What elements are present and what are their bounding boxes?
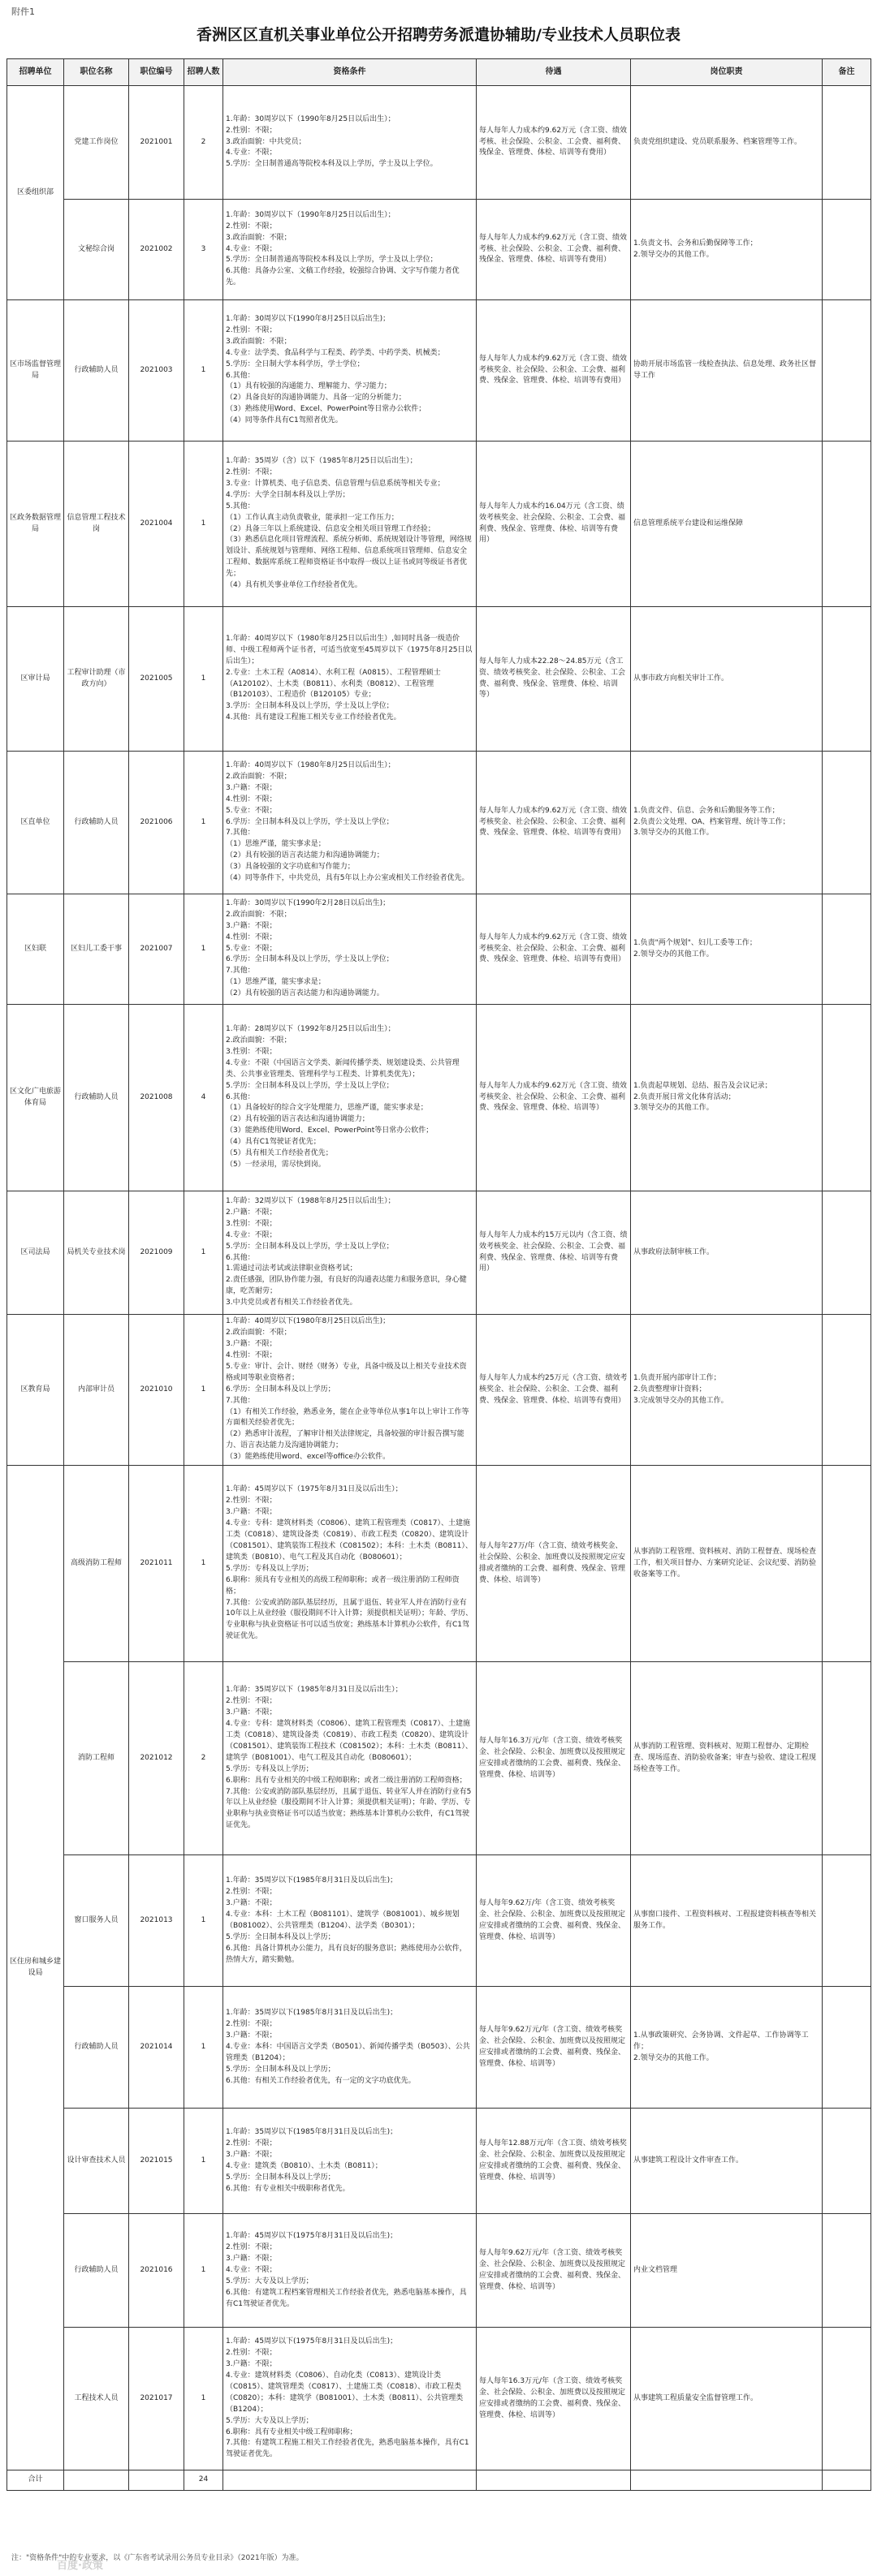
pay-cell: 每人每年人力成本约9.62万元（含工资、绩效考核、社会保险、公积金、工会费、福利费、残保金、管理费、体检、培训等有费用） (477, 86, 631, 200)
table-row (7, 200, 871, 300)
table-row (7, 1191, 871, 1315)
unit-cell: 区教育局 (7, 1315, 64, 1466)
duties-cell: 从事政府法制审核工作。 (631, 1191, 823, 1315)
total-count: 24 (184, 2470, 223, 2491)
requirements-cell: 1.年龄：35周岁以下（1985年8月31日及以后出生）； 2.性别：不限； 3.户籍：不限； 4.专业：专科：建筑材料类（C0806）、建筑工程管理类（C0817）、土建施工类（C0818）、建筑设备类（C0819）、市政工程类（C0820）、建筑设计（C081501）、建筑装饰工程技术（C081502）；本科：土木类（B0811）、建筑学（B081001）、电气工程及其自动化（B080601）； 5.学历：专科及以上学历； 6.职称：具有专业相关的中级工程师职称；或者二级注册消防工程师资格； 7.其他：公安或消防部队基层经历，且属于退伍、转业军人并在消防行业有5年以上从业经验（服役期间不计入计算；须提供相关证明）；年龄、学历、专业职称与执业资格证书可以适当放宽；熟练基本计算机办公软件，有C1驾驶证优先。 (223, 1662, 477, 1855)
positions-table (6, 58, 871, 2491)
code-cell: 2021009 (129, 1191, 184, 1315)
unit-cell: 区审计局 (7, 607, 64, 752)
unit-cell: 区委组织部 (7, 86, 64, 300)
count-cell: 1 (184, 1315, 223, 1466)
requirements-cell: 1.年龄：35周岁以下(1985年8月31日及以后出生)； 2.性别：不限； 3.户籍：不限； 4.专业：建筑类（B0810）、土木类（B0811）； 5.学历：全日制本科及以上学历； 6.其他：有专业相关中级职称者优先。 (223, 2109, 477, 2214)
remarks-cell (823, 2214, 871, 2328)
position-cell: 行政辅助人员 (64, 752, 129, 894)
pay-cell: 每人每年16.3万元/年（含工资、绩效考核奖金、社会保险、公积金、加班费以及按照规定应安排或者缴纳的工会费、福利费、残保金、管理费、体检、培训等） (477, 2328, 631, 2470)
position-cell: 信息管理工程技术岗 (64, 442, 129, 607)
header-duties: 岗位职责 (631, 59, 823, 86)
table-row (7, 2214, 871, 2328)
code-cell: 2021014 (129, 1987, 184, 2109)
duties-cell: 1.负责文书、会务和后勤保障等工作； 2.领导交办的其他工作。 (631, 200, 823, 300)
position-cell: 窗口服务人员 (64, 1855, 129, 1987)
remarks-cell (823, 300, 871, 442)
table-row (7, 1662, 871, 1855)
count-cell: 3 (184, 200, 223, 300)
empty-cell (631, 2470, 823, 2491)
code-cell: 2021001 (129, 86, 184, 200)
count-cell: 1 (184, 1855, 223, 1987)
pay-cell: 每人每年人力成本约9.62万元（含工资、绩效考核奖金、社会保险、公积金、工会费、福利费、残保金、管理费、体检、培训等有费用） (477, 752, 631, 894)
duties-cell: 1.负责"两个规划"、妇儿工委等工作； 2.领导交办的其他工作。 (631, 894, 823, 1005)
table-row (7, 1987, 871, 2109)
pay-cell: 每人每年12.88万元/年（含工资、绩效考核奖金、社会保险、公积金、加班费以及按照规定应安排或者缴纳的工会费、福利费、残保金、管理费、体检、培训等） (477, 2109, 631, 2214)
code-cell: 2021015 (129, 2109, 184, 2214)
table-row (7, 1315, 871, 1466)
code-cell: 2021017 (129, 2328, 184, 2470)
unit-cell: 区妇联 (7, 894, 64, 1005)
duties-cell: 从事建筑工程设计文件审查工作。 (631, 2109, 823, 2214)
code-cell: 2021006 (129, 752, 184, 894)
pay-cell: 每人每年人力成本约9.62万元（含工资、绩效考核、社会保险、公积金、工会费、福利费、残保金、管理费、体检、培训等有费用） (477, 200, 631, 300)
pay-cell: 每人每年人力成本22.28～24.85万元（含工资、绩效考核奖金、社会保险、公积金、工会费、福利费、残保金、管理费、体检、培训等） (477, 607, 631, 752)
header-requirements: 资格条件 (223, 59, 477, 86)
duties-cell: 从事消防工程管理、资料核对、短期工程督办、定期检查、现场巡查、消防验收备案；审查与验收、建设工程现场检查等工作。 (631, 1662, 823, 1855)
position-cell: 工程技术人员 (64, 2328, 129, 2470)
duties-cell: 从事建筑工程质量安全监督管理工作。 (631, 2328, 823, 2470)
duties-cell: 从事市政方向相关审计工作。 (631, 607, 823, 752)
position-cell: 工程审计助理（市政方向） (64, 607, 129, 752)
position-cell: 行政辅助人员 (64, 1005, 129, 1191)
table-row (7, 1466, 871, 1662)
code-cell: 2021005 (129, 607, 184, 752)
remarks-cell (823, 1855, 871, 1987)
duties-cell: 从事窗口接件、工程资料核对、工程报建资料核查等相关服务工作。 (631, 1855, 823, 1987)
empty-cell (64, 2470, 129, 2491)
code-cell: 2021003 (129, 300, 184, 442)
count-cell: 4 (184, 1005, 223, 1191)
requirements-cell: 1.年龄：35周岁以下(1985年8月31日及以后出生)； 2.性别：不限； 3.户籍：不限； 4.专业：本科：土木工程（B081101）、建筑学（B081001）、城乡规划（B081002）、公共管理类（B1204）、法学类（B0301）； 5.学历：全日制本科及以上学历； 6.其他：具备计算机办公能力，具有良好的服务意识；熟练使用办公软件，热情大方，踏实勤勉。 (223, 1855, 477, 1987)
pay-cell: 每人每年27万/年（含工资、绩效考核奖金、社会保险、公积金、加班费以及按照规定应安排或者缴纳的工会费、福利费、残保金、管理费、体检、培训等） (477, 1466, 631, 1662)
remarks-cell (823, 1315, 871, 1466)
table-row (7, 442, 871, 607)
pay-cell: 每人每年9.62万元/年（含工资、绩效考核奖金、社会保险、公积金、加班费以及按照规定应安排或者缴纳的工会费、福利费、残保金、管理费、体检、培训等） (477, 1987, 631, 2109)
position-cell: 消防工程师 (64, 1662, 129, 1855)
pay-cell: 每人每年16.3万元/年（含工资、绩效考核奖金、社会保险、公积金、加班费以及按照规定应安排或者缴纳的工会费、福利费、残保金、管理费、体检、培训等） (477, 1662, 631, 1855)
duties-cell: 1.从事政策研究、会务协调、文件起草、工作协调等工作； 2.领导交办的其他工作。 (631, 1987, 823, 2109)
empty-cell (823, 2470, 871, 2491)
remarks-cell (823, 1987, 871, 2109)
remarks-cell (823, 1662, 871, 1855)
duties-cell: 协助开展市场监管一线检查执法、信息处理、政务社区督导工作 (631, 300, 823, 442)
position-cell: 行政辅助人员 (64, 300, 129, 442)
position-cell: 局机关专业技术岗 (64, 1191, 129, 1315)
header-remarks: 备注 (823, 59, 871, 86)
count-cell: 1 (184, 1191, 223, 1315)
position-cell: 区妇儿工委干事 (64, 894, 129, 1005)
count-cell: 1 (184, 1466, 223, 1662)
table-row (7, 2328, 871, 2470)
count-cell: 1 (184, 2214, 223, 2328)
code-cell: 2021011 (129, 1466, 184, 1662)
header-unit: 招聘单位 (7, 59, 64, 86)
position-cell: 文秘综合岗 (64, 200, 129, 300)
remarks-cell (823, 1466, 871, 1662)
count-cell: 1 (184, 300, 223, 442)
code-cell: 2021002 (129, 200, 184, 300)
pay-cell: 每人每年人力成本约9.62万元（含工资、绩效考核奖金、社会保险、公积金、工会费、福利费、残保金、管理费、体检、培训等有费用） (477, 300, 631, 442)
unit-cell: 区政务数据管理局 (7, 442, 64, 607)
remarks-cell (823, 86, 871, 200)
table-row (7, 86, 871, 200)
unit-cell: 区司法局 (7, 1191, 64, 1315)
pay-cell: 每人每年人力成本约16.04万元（含工资、绩效考核奖金、社会保险、公积金、工会费、福利费、残保金、管理费、体检、培训等有费用） (477, 442, 631, 607)
count-cell: 1 (184, 607, 223, 752)
pay-cell: 每人每年人力成本约9.62万元（含工资、绩效考核奖金、社会保险、公积金、工会费、福利费、残保金、管理费、体检、培训等有费用） (477, 894, 631, 1005)
watermark: 百度·政策 (57, 2560, 103, 2572)
total-row (7, 2470, 871, 2491)
unit-cell: 区文化广电旅游体育局 (7, 1005, 64, 1191)
empty-cell (223, 2470, 477, 2491)
pay-cell: 每人每年9.62万元/年（含工资、绩效考核奖金、社会保险、公积金、加班费以及按照规定应安排或者缴纳的工会费、福利费、残保金、管理费、体检、培训等） (477, 2214, 631, 2328)
header-row (7, 59, 871, 86)
remarks-cell (823, 1191, 871, 1315)
count-cell: 1 (184, 894, 223, 1005)
remarks-cell (823, 442, 871, 607)
duties-cell: 1.负责起草规划、总结、报告及会议记录； 2.负责开展日常文化体育活动； 3.领导交办的其他工作。 (631, 1005, 823, 1191)
position-cell: 行政辅助人员 (64, 2214, 129, 2328)
count-cell: 1 (184, 2109, 223, 2214)
requirements-cell: 1.年龄：45周岁以下(1975年8月31日及以后出生)； 2.性别：不限； 3.户籍：不限； 4.专业：不限； 5.学历：大专及以上学历； 6.其他：有建筑工程档案管理相关工作经验者优先，熟悉电脑基本操作，具有C1驾驶证者优先。 (223, 2214, 477, 2328)
requirements-cell: 1.年龄：45周岁以下(1975年8月31日及以后出生)； 2.性别：不限； 3.户籍：不限； 4.专业：建筑材料类（C0806）、自动化类（C0813）、建筑设计类（C0815）、建筑管理类（C0817）、土建施工类（C0818）、市政工程类（C0820）；本科：建筑学（B081001）、土木类（B0811）、公共管理类（B1204）； 5.学历：大专及以上学历； 6.职称：具有专业相关中级工程师职称； 7.其他：有建筑工程施工相关工作经验者优先，熟悉电脑基本操作，具有C1驾驶证者优先。 (223, 2328, 477, 2470)
remarks-cell (823, 2328, 871, 2470)
requirements-cell: 1.年龄：35周岁以下(1985年8月31日及以后出生)； 2.性别：不限； 3.户籍：不限； 4.专业：本科：中国语言文学类（B0501）、新闻传播学类（B0503）、公共管理类（B1204）； 5.学历：全日制本科及以上学历； 6.其他：有相关工作经验者优先，有一定的文字功底优先。 (223, 1987, 477, 2109)
pay-cell: 每人每年9.62万/年（含工资、绩效考核奖金、社会保险、公积金、加班费以及按照规定应安排或者缴纳的工会费、福利费、残保金、管理费、体检、培训等） (477, 1855, 631, 1987)
footnote: 注："资格条件"中的专业要求，以《广东省考试录用公务员专业目录》（2021年版）为准。 (11, 2554, 304, 2562)
duties-cell: 1.负责文件、信息、会务和后勤服务等工作； 2.负责公文处理、OA、档案管理、统计等工作； 3.领导交办的其他工作。 (631, 752, 823, 894)
position-cell: 设计审查技术人员 (64, 2109, 129, 2214)
code-cell: 2021007 (129, 894, 184, 1005)
duties-cell: 信息管理系统平台建设和运维保障 (631, 442, 823, 607)
table-row (7, 2109, 871, 2214)
unit-cell: 区住房和城乡建设局 (7, 1466, 64, 2470)
count-cell: 1 (184, 2328, 223, 2470)
table-row (7, 752, 871, 894)
code-cell: 2021010 (129, 1315, 184, 1466)
header-code: 职位编号 (129, 59, 184, 86)
header-count: 招聘人数 (184, 59, 223, 86)
table-row (7, 1855, 871, 1987)
pay-cell: 每人每年人力成本约9.62万元（含工资、绩效考核奖金、社会保险、公积金、工会费、福利费、残保金、管理费、体检、培训等） (477, 1005, 631, 1191)
code-cell: 2021013 (129, 1855, 184, 1987)
requirements-cell: 1.年龄：45周岁以下（1975年8月31日及以后出生）； 2.性别：不限； 3.户籍：不限； 4.专业：专科：建筑材料类（C0806）、建筑工程管理类（C0817）、土建施工类（C0818）、建筑设备类（C0819）、市政工程类（C0820）、建筑设计（C081501）、建筑装饰工程技术（C081502）；本科：土木类（B0811）、建筑类（B0810）、电气工程及其自动化（B080601）； 5.学历：专科及以上学历； 6.职称：须具有专业相关的高级工程师职称；或者一级注册消防工程师资格； 7.其他：公安或消防部队基层经历，且属于退伍、转业军人并在消防行业有10年以上从业经验（服役期间不计入计算；须提供相关证明）；年龄、学历、专业职称与执业资格证书可以适当放宽；熟练基本计算机办公软件，有C1驾驶证优先。 (223, 1466, 477, 1662)
empty-cell (477, 2470, 631, 2491)
attachment-label: 附件1 (11, 6, 35, 17)
header-position: 职位名称 (64, 59, 129, 86)
table-row (7, 300, 871, 442)
requirements-cell: 1.年龄：35周岁（含）以下（1985年8月25日以后出生）； 2.性别：不限； 3.专业：计算机类、电子信息类、信息管理与信息系统等相关专业； 4.学历：大学全日制本科及以上学历； 5.其他： （1）工作认真主动负责敬业，能承担一定工作压力； （2）具备三年以上系统建设、信息安全相关项目管理工作经验； （3）熟悉信息化项目管理流程、系统分析师、系统规划设计等管理，网络规划设计、系统规划与管理师、网络工程师、信息系统项目管理师、信息安全工程师、数据库系统工程师资格证书中取得一级以上证书或同等级证书者优先； （4）具有机关事业单位工作经验者优先。 (223, 442, 477, 607)
code-cell: 2021016 (129, 2214, 184, 2328)
count-cell: 2 (184, 86, 223, 200)
count-cell: 1 (184, 1987, 223, 2109)
remarks-cell (823, 1005, 871, 1191)
empty-cell (129, 2470, 184, 2491)
pay-cell: 每人每年人力成本约25万元（含工资、绩效考核奖金、社会保险、公积金、工会费、福利费、残保金、管理费、体检、培训等有费用） (477, 1315, 631, 1466)
requirements-cell: 1.年龄：30周岁以下（1990年8月25日以后出生）； 2.性别：不限； 3.政治面貌：中共党员； 4.专业：不限； 5.学历：全日制普通高等院校本科及以上学历，学士及以上学位。 (223, 86, 477, 200)
requirements-cell: 1.年龄：28周岁以下（1992年8月25日以后出生）； 2.政治面貌：不限； 3.性别：不限； 4.专业：不限（中国语言文学类、新闻传播学类、规划建设类、公共管理类、公共事业管理类、管理科学与工程类、计算机类优先）； 5.学历：全日制本科及以上学历，学士及以上学位； 6.其他： （1）具备较好的综合文字处理能力，思维严谨，能实事求是； （2）具有较强的语言表达和沟通协调能力； （3）能熟练使用Word、Excel、PowerPoint等日常办公软件； （4）具有C1驾驶证者优先； （5）具有相关工作经验者优先； （5）一经录用，需尽快到岗。 (223, 1005, 477, 1191)
pay-cell: 每人每年人力成本约15万元以内（含工资、绩效考核奖金、社会保险、公积金、工会费、福利费、残保金、管理费、体检、培训等有费用） (477, 1191, 631, 1315)
remarks-cell (823, 200, 871, 300)
table-row (7, 607, 871, 752)
remarks-cell (823, 894, 871, 1005)
count-cell: 1 (184, 442, 223, 607)
requirements-cell: 1.年龄：32周岁以下（1988年8月25日以后出生）； 2.户籍：不限； 3.性别：不限； 4.专业：不限； 5.学历：全日制本科及以上学历，学士及以上学位； 6.其他： 1.需通过司法考试或法律职业资格考试； 2.责任感强，团队协作能力强，有良好的沟通表达能力和服务意识，身心健康，吃苦耐劳； 3.中共党员或者有相关工作经验者优先。 (223, 1191, 477, 1315)
position-cell: 党建工作岗位 (64, 86, 129, 200)
position-cell: 高级消防工程师 (64, 1466, 129, 1662)
unit-cell: 区市场监督管理局 (7, 300, 64, 442)
requirements-cell: 1.年龄：40周岁以下（1980年8月25日以后出生）,如同时具备一级造价师、中级工程师两个证书者，可适当放宽至45周岁以下（1975年8月25日以后出生）； 2.专业：土木工程（A0814）、水利工程（A0815）、工程管理硕士（A120102）、土木类（B0811）、水利类（B0812）、工程管理（B120103）、工程造价（B120105）专业； 3.学历：全日制本科及以上学历，学士及以上学位； 4.其他：具有建设工程施工相关专业工作经验者优先。 (223, 607, 477, 752)
position-cell: 行政辅助人员 (64, 1987, 129, 2109)
total-label: 合计 (7, 2470, 64, 2491)
table-row (7, 894, 871, 1005)
code-cell: 2021008 (129, 1005, 184, 1191)
position-cell: 内部审计员 (64, 1315, 129, 1466)
unit-cell: 区直单位 (7, 752, 64, 894)
page-title: 香洲区区直机关事业单位公开招聘劳务派遣协辅助/专业技术人员职位表 (197, 26, 680, 44)
requirements-cell: 1.年龄：30周岁以下（1990年8月25日以后出生）； 2.性别：不限； 3.政治面貌：不限； 4.专业：不限； 5.学历：全日制普通高等院校本科及以上学历，学士及以上学位； 6.其他：具备办公室、文稿工作经验，较强综合协调、文字写作能力者优先。 (223, 200, 477, 300)
remarks-cell (823, 2109, 871, 2214)
header-pay: 待遇 (477, 59, 631, 86)
duties-cell: 1.负责开展内部审计工作； 2.负责整理审计资料； 3.完成领导交办的其他工作。 (631, 1315, 823, 1466)
table-row (7, 1005, 871, 1191)
requirements-cell: 1.年龄：40周岁以下(1980年8月25日以后出生)； 2.政治面貌：不限； 3.户籍：不限； 4.性别：不限； 5.专业：审计、会计、财经（财务）专业，具备中级及以上相关专业技术资格或同等职业资格者； 6.学历：全日制本科及以上学历； 7.其他： （1）有相关工作经验，熟悉业务，能在企业等单位从事1年以上审计工作等方面相关经验者优先； （2）熟悉审计流程，了解审计相关法律规定，具备较强的审计报告撰写能力、语言表达能力及沟通协调能力； （3）能熟练使用word、excel等office办公软件。 (223, 1315, 477, 1466)
remarks-cell (823, 607, 871, 752)
duties-cell: 内业文档管理 (631, 2214, 823, 2328)
requirements-cell: 1.年龄：30周岁以下(1990年2月28日以后出生)； 2.政治面貌：不限； 3.户籍：不限； 4.性别：不限； 5.专业：不限； 6.学历：全日制本科及以上学历，学士及以上学位； 7.其他： （1）思维严谨，能实事求是； （2）具有较强的语言表达能力和沟通协调能力。 (223, 894, 477, 1005)
remarks-cell (823, 752, 871, 894)
count-cell: 2 (184, 1662, 223, 1855)
count-cell: 1 (184, 752, 223, 894)
code-cell: 2021004 (129, 442, 184, 607)
requirements-cell: 1.年龄：30周岁以下(1990年8月25日以后出生)； 2.性别：不限； 3.政治面貌：不限； 4.专业：法学类、食品科学与工程类、药学类、中药学类、机械类； 5.学历：全日制大学本科学历，学士学位； 6.其他： （1）具有较强的沟通能力、理解能力、学习能力； （2）具备良好的沟通协调能力、具备一定的分析能力； （3）熟练使用Word、Excel、PowerPoint等日常办公软件； （4）同等条件具有C1驾照者优先。 (223, 300, 477, 442)
duties-cell: 从事消防工程管理、资料核对、消防工程督查、现场检查工作，相关项目督办、方案研究论证、会议纪要、消防验收备案等工作。 (631, 1466, 823, 1662)
requirements-cell: 1.年龄：40周岁以下（1980年8月25日以后出生）； 2.政治面貌：不限； 3.户籍：不限； 4.性别：不限； 5.专业：不限； 6.学历：全日制本科及以上学历，学士及以上学位； 7.其他： （1）思维严谨，能实事求是； （2）具有较强的语言表达能力和沟通协调能力； （3）具备较强的文字功底和写作能力； （4）同等条件下，中共党员，具有5年以上办公室或相关工作经验者优先。 (223, 752, 477, 894)
code-cell: 2021012 (129, 1662, 184, 1855)
duties-cell: 负责党组织建设、党员联系服务、档案管理等工作。 (631, 86, 823, 200)
